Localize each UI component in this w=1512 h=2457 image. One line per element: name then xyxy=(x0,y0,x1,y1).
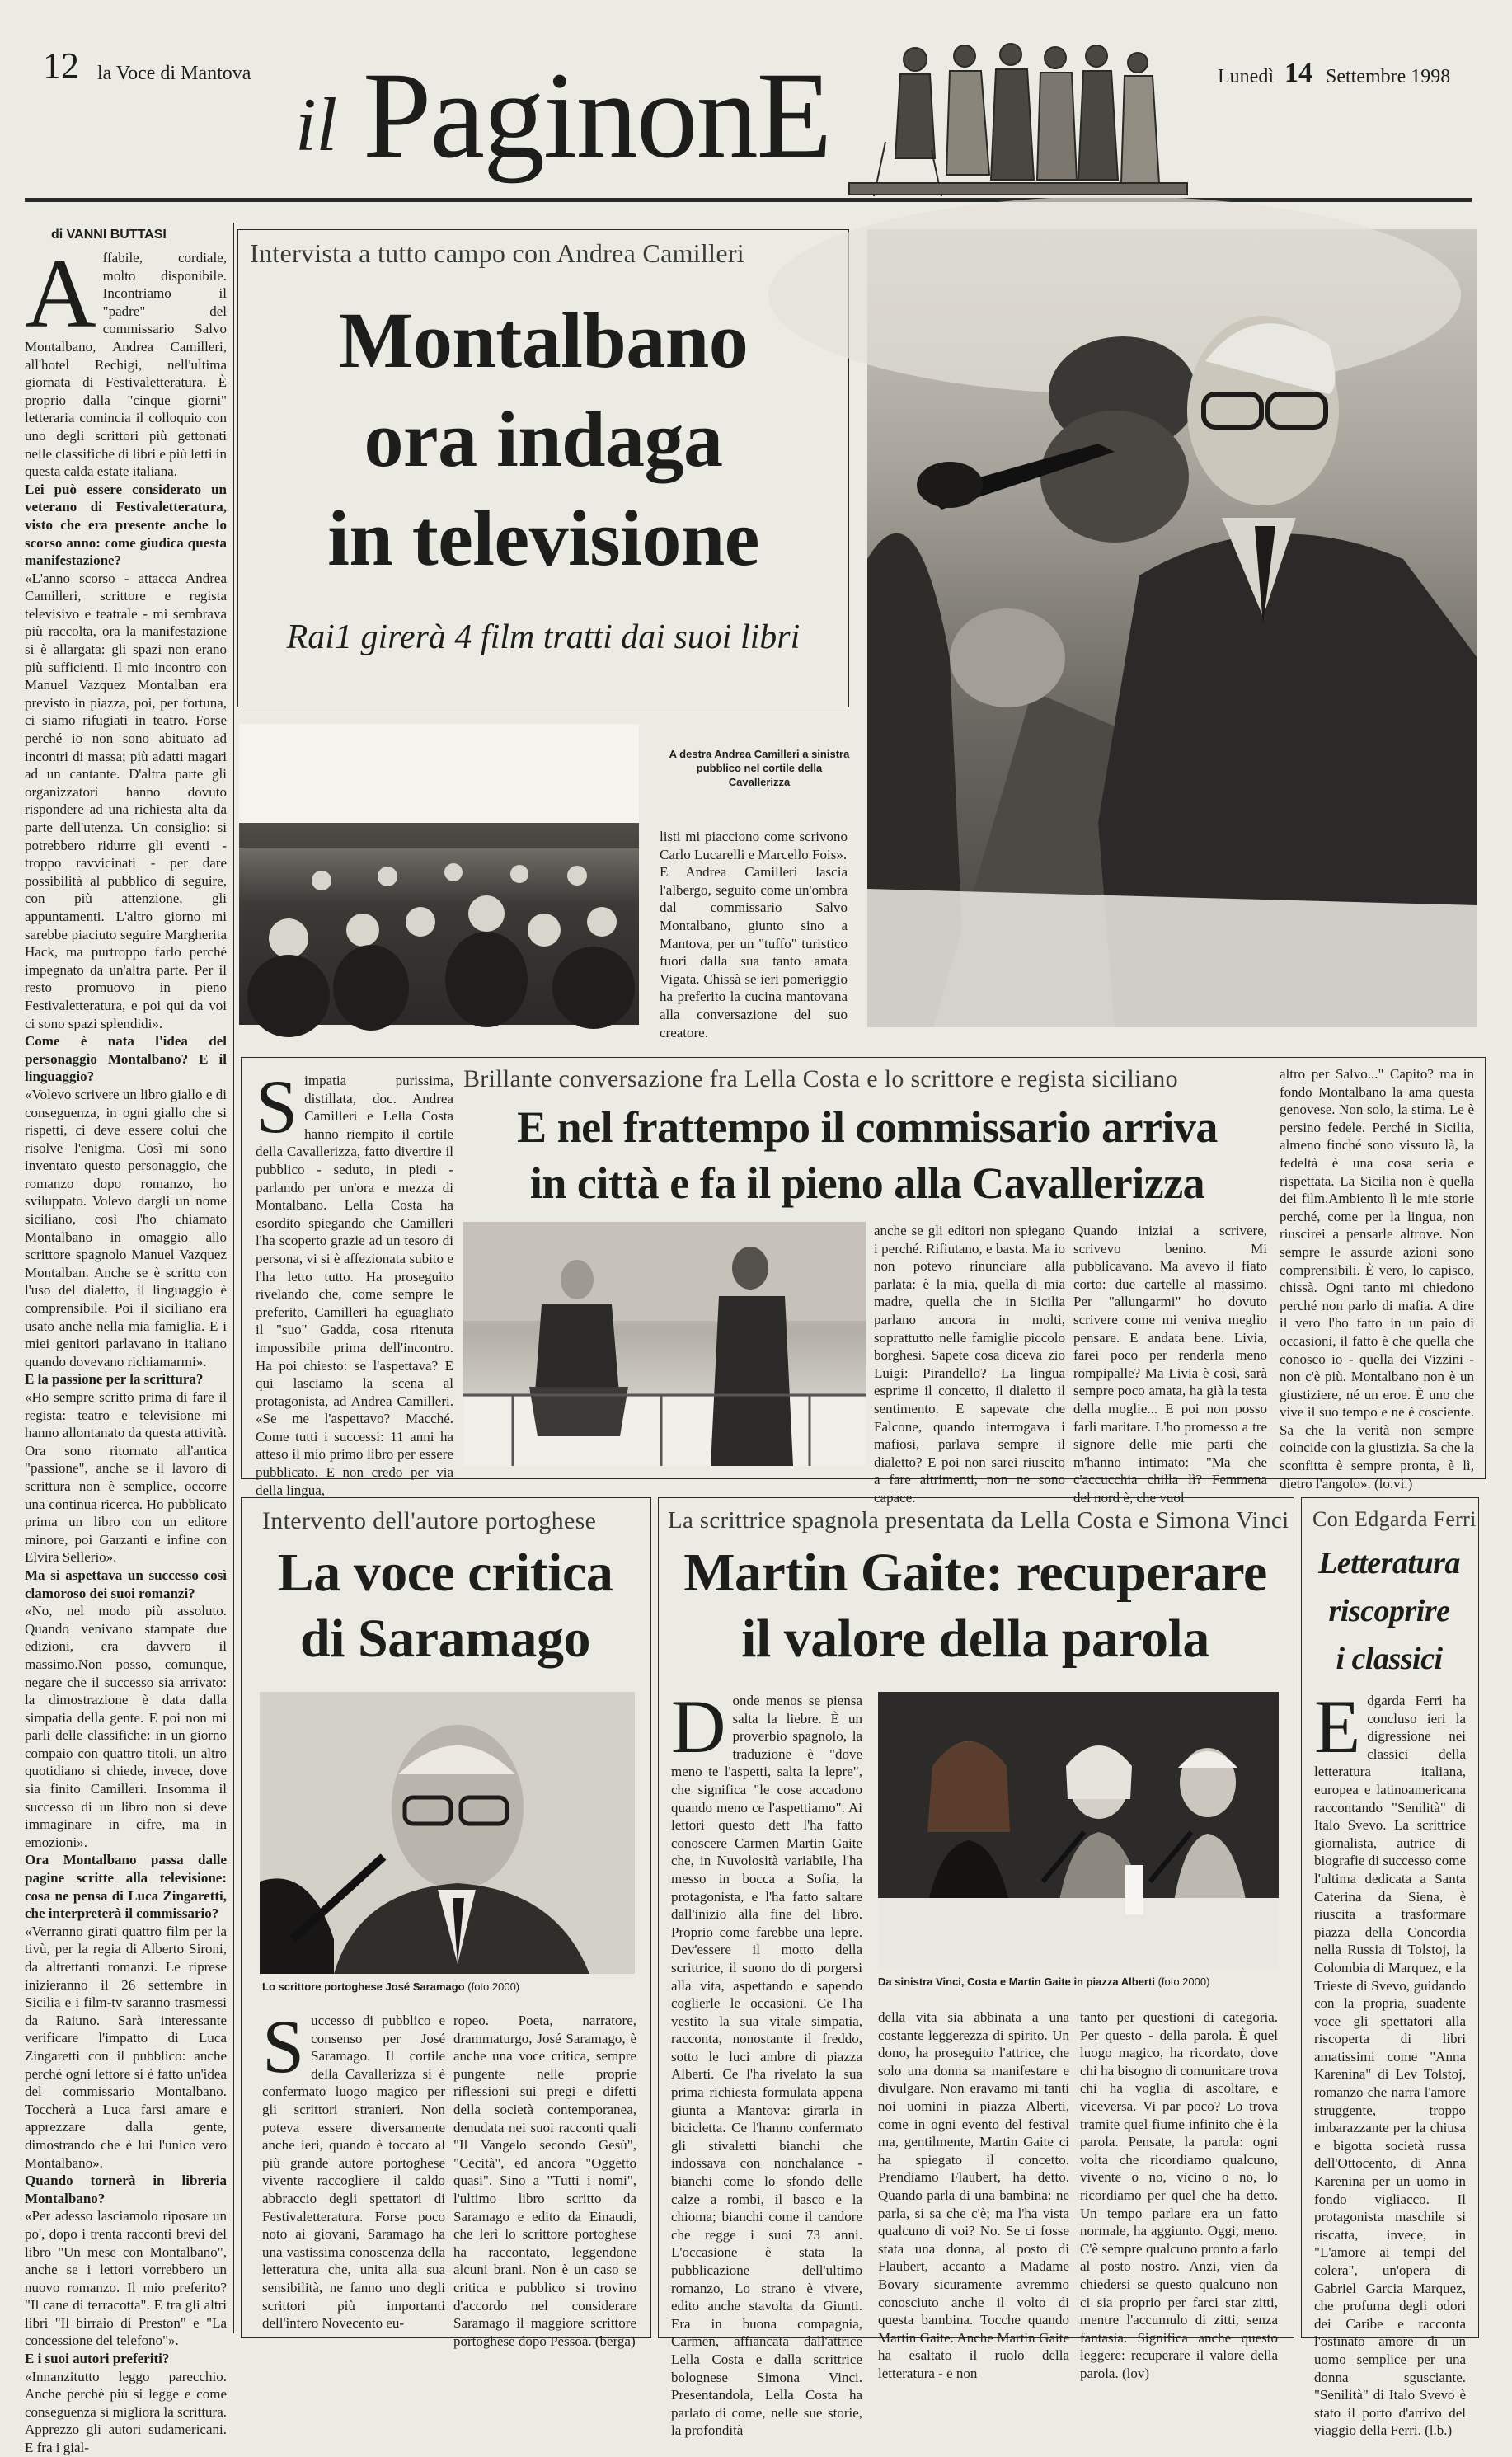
saramago-headline-line-2: di Saramago xyxy=(299,1609,591,1669)
interview-question: Lei può essere considerato un veterano di Festivaletteratura, visto che era presente anche lo scorso anno: come giudica questa manifestazione? xyxy=(25,481,227,569)
saramago-col1-text: uccesso di pubblico e consenso per José Saramago. Il cortile della Cavallerizza si è confermato luogo magico per gli scrittori stranieri. Non poteva essere diversamente anche ieri, quando è toccato al più grande autore portoghese vivente raccogliere il caldo abbraccio degli spettatori di Festivaletteratura. Forse poco noto ai giovani, Saramago ha una vastissima conoscenza della letteratura che, unita alla sua sensibilità, ne fanno uno degli scrittori più importanti dell'intero Novecento eu- xyxy=(262,2013,445,2332)
interview-paragraph: «Per adesso lasciamolo riposare un po', dopo i trenta racconti brevi del libro "Un mese con Montalbano", anche se i lettori vorrebbero un nuovo romanzo. Il mio preferito? "Il cane di terracotta". E tra gli altri libri "Il birraio di Preston" e "La concessione del telefono"». xyxy=(25,2208,227,2349)
three-women-illustration xyxy=(878,1692,1279,1969)
fresco-figures-illustration xyxy=(849,35,1187,200)
saramago-column-1 xyxy=(262,2004,445,2332)
saramago-kicker: Intervento dell'autore portoghese xyxy=(262,1507,597,1534)
saramago-column-2: ropeo. Poeta, narratore, drammaturgo, José Saramago, è anche una voce critica, sempre pungente nelle proprie riflessioni sui pregi e difetti della società contemporanea, denudata nei suoi racconti quali "Il Vangelo secondo Gesù", "Cecità", ed ancora "Oggetto quasi". Sino a "Tutti i nomi", l'ultimo libro scritto da Saramago e edito da Einaudi, che lerì lo scrittore portoghese ha raccontato, leggendone alcuni brani. Non è un caso se critica e pubblico si trovino d'accordo nel considerare Saramago il maggiore scrittore portoghese dopo Pessoa. (berga) xyxy=(453,2013,636,2349)
costa-column-1 xyxy=(256,1064,453,1498)
costa-camilleri-stage-photo xyxy=(463,1222,866,1466)
gaite-photo-caption xyxy=(878,1975,1209,1988)
interview-question: Quando tornerà in libreria Montalbano? xyxy=(25,2173,227,2206)
saramago-headline-line-1: La voce critica xyxy=(277,1543,613,1603)
stage-scene-illustration xyxy=(463,1222,866,1466)
saramago-photo-credit: (foto 2000) xyxy=(467,1980,520,1993)
camilleri-headline-line-3: in televisione xyxy=(327,494,759,582)
costa-kicker: Brillante conversazione fra Lella Costa e lo scrittore e regista siciliano xyxy=(463,1065,1178,1092)
dropcap-s: S xyxy=(262,2004,305,2088)
byline: di VANNI BUTTASI xyxy=(51,228,167,242)
gaite-kicker: La scrittrice spagnola presentata da Lella Costa e Simona Vinci xyxy=(668,1507,1289,1534)
camilleri-figure-illustration xyxy=(867,229,1477,1027)
gaite-col1-text: onde menos se piensa salta la liebre. È un proverbio spagnolo, la traduzione è "dove meno te l'aspetti, salta la lepre", che significa "le cose accadono quando meno ce l'aspettiamo". Ai lettori questo dett l'ha fatto conoscere Carmen Martin Gaite che, in Nuvolosità variabile, l'ha messo in bocca a Sofia, la protagonista, e l'ha fatto saltare dall'inizio alla fine del libro. Proprio come farebbe una lepre. Dev'essere il motto della scrittrice, il suono do di porgersi alla vita, aspettando e sapendo coglierle le occasioni. Ce l'ha vestito la sua vitale simpatia, racconta, nonostante il freddo, sotto le luci ambre di piazza Alberti. Ce l'ha rivelato la sua prima richiesta formulata appena giunta a Mantova: girarla in bicicletta. Ce l'hanno confermato gli stivaletti bianchi che indossava con nonchalance - bianchi come lo sfondo delle calze a rombi, il basco e la chioma; bianchi come il candore che regge i suoi 73 anni. L'occasione è stata la pubblicazione dell'ultimo romanzo, Lo strano è vivere, edito anche stavolta da Giunti. Era in buona compagnia, Carmen, affiancata dall'attrice Lella Costa e dalla scrittrice bolognese Simona Vinci. Presentandola, Lella Costa ha parlato di come, nelle sue storie, la profondità xyxy=(671,1693,862,2439)
costa-col1-text: impatia purissima, distillata, doc. Andrea Camilleri e Lella Costa hanno riempito il cortile della Cavallerizza, fatto divertire il pubblico - seduto, in piedi -parlando per un'ora e mezza di Montalbano. Lella Costa ha esordito spiegando che Camilleri l'ha scoperto grazie ad un tesoro di persona, vi si è affezionata subito e l'ha letto tutto. Ha proseguito rivelando che, come sempre le preferito, Camilleri ha eguagliato il "suo" Gadda, cosa ritenuta impossibile prima dell'incontro. Ha poi chiesto: se l'aspettava? E qui lasciamo la scena al protagonista, ad Andrea Camilleri. «Se me l'aspettavo? Macché. Come tutti i successi: 11 anni ha atteso il mio primo libro per essere pubblicato. E non credo per via della lingua, xyxy=(256,1073,453,1498)
dropcap-s: S xyxy=(256,1064,298,1149)
ferri-headline-line-1: Letteratura xyxy=(1318,1546,1460,1581)
camilleri-headline-line-2: ora indaga xyxy=(364,395,723,483)
interview-question: Ma si aspettava un successo così clamoroso dei suoi romanzi? xyxy=(25,1567,227,1601)
interview-paragraph: «No, nel modo più assoluto. Quando venivano stampate due edizioni, era davvero il massimo.Non posso, comunque, negare che il successo sia arrivato: la dimostrazione è data dalla simpatia della gente. E poi non mi parli delle classifiche: in un giorno compaio con quattro titoli, un altro quotidiano si chiede, invece, dove sia finito Camilleri. Insomma il successo di un libro non si deve immaginare in cifre, ma in emozioni». xyxy=(25,1603,227,1850)
saramago-caption-text: Lo scrittore portoghese José Saramago xyxy=(262,1980,465,1993)
audience-crowd-illustration xyxy=(239,724,639,1025)
camilleri-headline-line-1: Montalbano xyxy=(338,296,749,384)
page-number: 12 xyxy=(43,45,79,86)
camilleri-portrait-photo xyxy=(867,229,1477,1027)
gaite-caption-text: Da sinistra Vinci, Costa e Martin Gaite in piazza Alberti xyxy=(878,1975,1155,1988)
gaite-headline-line-2: il valore della parola xyxy=(741,1609,1209,1669)
gaite-headline-line-1: Martin Gaite: recuperare xyxy=(683,1543,1267,1603)
masthead xyxy=(25,33,1484,202)
interview-question: Ora Montalbano passa dalle pagine scritte alla televisione: cosa ne pensa di Luca Zingaretti, che interpreterà il commissario? xyxy=(25,1852,227,1922)
saramago-figure-illustration xyxy=(260,1692,635,1974)
costa-column-2: anche se gli editori non spiegano i perché. Rifiutano, e basta. Ma io non potevo rinunciare alla parlata: è la mia, quella di mia madre, quella che in Sicilia parlano ancora in molti, soprattutto nelle famiglie piccolo borghesi. Sapete cosa diceva zio Luigi: Pirandello? La lingua esprime il concetto, il dialetto il sentimento. E sapevate che Falcone, quando interrogava i mafiosi, parlava sempre il dialetto? E poi non sarei riuscito a fare altrimenti, non ne sono capace. xyxy=(874,1223,1065,1506)
ferri-column xyxy=(1314,1684,1466,2439)
dropcap-a: A xyxy=(25,238,96,348)
interview-question: Come è nata l'idea del personaggio Montalbano? E il linguaggio? xyxy=(25,1033,227,1085)
interview-paragraph: «Verranno girati quattro film per la tivù, per la regia di Alberto Sironi, da altrettanti romanzi. Le riprese inizieranno il 26 settembre in Sicilia e i film-tv saranno trasmessi da Raiuno. Sarà interessante verificare l'impatto di Luca Zingaretti con il pubblico: anche perché ogni lettore si è fatto un'idea del commissario Montalbano. Toccherà a Luca farsi amare e apprezzare dalla gente, dimostrando che è lui l'unico vero Montalbano». xyxy=(25,1923,227,2171)
camilleri-subhead: Rai1 girerà 4 film tratti dai suoi libri xyxy=(286,618,801,656)
gaite-column-3: tanto per questioni di categoria. Per questo - della parola. È quel luogo magico, ha ricordato, dove chi ha bisogno di comunicare trova chi ha voglia di ascoltare, e viceversa. Vi par poco? Lo trova tramite quel fiume infinito che è la parola. Pensate, la parola: ogni volta che ricordiamo qualcuno, vivente o no, vicino o no, lo ricordiamo per quel che ha detto. Un tempo parlare era un fatto normale, ha aggiunto. Oggi, meno. C'è sempre qualcuno pronto a farlo al posto nostro. Anzi, vien da chiedersi se questo qualcuno non ci sia proprio per farci star zitti, mentre l'accumulo di zitti, senza fantasia. Significa anche questo leggere: recuperare il valore della parola. (lov) xyxy=(1080,2009,1278,2381)
audience-photo xyxy=(239,724,639,1025)
gaite-photo-credit: (foto 2000) xyxy=(1157,1975,1210,1988)
section-il: il xyxy=(295,82,338,167)
gaite-photo xyxy=(878,1692,1279,1969)
costa-headline-line-1: E nel frattempo il commissario arriva xyxy=(517,1102,1218,1152)
interview-paragraph: «Volevo scrivere un libro giallo e di conseguenza, in ogni giallo che si rispetti, ci deve essere colui che risolve l'enigma. Così mi sono inventato questo personaggio, che romanzo dopo romanzo, ho sviluppato. Volevo dargli un nome siciliano, così l'ho chiamato Montalbano in omaggio allo scrittore spagnolo Manuel Vazquez Montalban. Anche se è scritto con l'uso del dialetto, il linguaggio è comprensibile. Poi il siciliano era usato anche nella mia famiglia. E i miei genitori parlavano in italiano quando dovevano richiamarmi». xyxy=(25,1086,227,1369)
camilleri-continuation-column: listi mi piacciono come scrivono Carlo Lucarelli e Marcello Fois». E Andrea Camilleri lascia l'albergo, seguito come un'ombra dal commissario Salvo Montalbano, giunto sino a Mantova, per un "tuffo" turistico fuori dalla sua tanto amata Vigata. Chissà se ieri pomeriggio ha preferito la cucina mantovana alla conversazione del suo creatore. xyxy=(660,829,848,1041)
camilleri-photo-caption: A destra Andrea Camilleri a sinistra pubblico nel cortile della Cavallerizza xyxy=(669,748,850,788)
date-month-year: Settembre 1998 xyxy=(1326,66,1451,87)
ferri-kicker: Con Edgarda Ferri xyxy=(1312,1507,1477,1531)
interview-paragraph: «Innanzitutto leggo parecchio. Anche perché più si legge e come conseguenza si migliora la scrittura. Apprezzo gli autori sudamericani. E fra i gial- xyxy=(25,2368,227,2456)
masthead-rule xyxy=(25,198,1472,202)
interview-paragraph: ffabile, cordiale, molto disponibile. Incontriamo il "padre" del commissario Salvo Montalbano, Andrea Camilleri, all'hotel Rechigi, nell'ultima giornata di Festivaletteratura. È proprio dalla "cinque giorni" letteraria comincia il colloquio con uno degli scrittori più gettonati nelle classifiche di libri e più letti in questa calda estate italiana. xyxy=(25,250,228,480)
costa-column-4: altro per Salvo..." Capito? ma in fondo Montalbano la ama questa genovese. Non solo, la stima. Le è persino fedele. Perché in Sicilia, almeno finché sono vissuto là, la fedeltà è una cosa seria e rispettata. La Sicilia non è quella dei film.Ambiento lì le mie storie perché, come per la lingua, non riuscirei a pensarle altrove. Non sempre le assurde azioni sono comprensibili. È vero, lo capisco, chissà. Ogni tanto mi chiedono perché non parlo di mafia. A dire il vero l'ho fatto in un paio di occasioni, il fatto è che quella che conosco io - quella dei Vizzini - non c'è più. Montalbano non è un giustiziere, né un eroe. È uno che vive il suo tempo e ne è cosciente. Sa che la verità non sempre coincide con la giustizia. Sa che la sconfitta è sempre pronta, è lì, dietro l'angolo». (lo.vi.) xyxy=(1280,1066,1474,1492)
dropcap-d: D xyxy=(671,1684,726,1769)
newspaper-name: la Voce di Mantova xyxy=(97,63,251,84)
section-title: PaginonE xyxy=(363,47,831,184)
ferri-col1-text: dgarda Ferri ha concluso ieri la digressione nei classici della letteratura italiana, europea e latinoamericana raccontando "Senilità" di Italo Svevo. La scrittrice giornalista, autrice di biografie di successo come l'ultima dedicata a Santa Caterina da Siena, è riuscita a trasformare piazza della Concordia nella Russia di Tolstoj, la Colombia di Marquez, e la Trieste di Svevo, guidando con la propria, suadente voce gli spettatori alla riscoperta di libri amatissimi come "Anna Karenina" di Lev Tolstoj, romanzo che narra l'amore struggente, troppo imbarazzante per la chiusa e bigotta società russa dell'Ottocento, di Anna Karenina per un uomo in fondo vigliacco. Il protagonista maschile si riscatta, invece, in "L'amore ai tempi del colera", un'opera di Gabriel Garcia Marquez, che profuma degli odori dei Caribe e racconta l'ostinato amore di un uomo semplice per una donna sgusciante. "Senilità" di Italo Svevo è stato il porto d'arrivo del viaggio della Ferri. (l.b.) xyxy=(1314,1693,1466,2439)
ferri-headline-line-2: riscoprire xyxy=(1328,1594,1450,1628)
date-number: 14 xyxy=(1284,58,1312,88)
date-day: Lunedì xyxy=(1218,66,1274,87)
dropcap-e: E xyxy=(1314,1684,1361,1769)
camilleri-kicker: Intervista a tutto campo con Andrea Camilleri xyxy=(250,238,744,268)
gaite-column-2: della vita sia abbinata a una costante leggerezza di spirito. Un dono, ha proseguito l'attrice, che solo una donna sa manifestare e divulgare. Non eravamo mi tanti noi uomini in piazza Alberti, come in ogni evento del festival ma, gentilmente, Martin Gaite ci ha spiegato il concetto. Prendiamo Flaubert, ha detto. Quando parla di una bambina: ne parla, si sa che c'è; ma l'ha vista qualcuno di voi? No. Se ci fosse stata una donna, al posto di Flaubert, accanto a Madame Bovary sicuramente avremmo conosciuto anche il volto di questa bambina. Tocche quando Martin Gaite. Anche Martin Gaite ha esaltato il ruolo della letteratura - e non xyxy=(878,2009,1069,2381)
interview-paragraph: «L'anno scorso - attacca Andrea Camilleri, scrittore e regista televisivo e teatrale - mi sembrava più raccolta, ora la manifestazione si è allargata: gli spazi non erano più sufficienti. Il mio incontro con Manuel Vazquez Montalban era previsto in piazza, poi, per fortuna, ci siamo rifugiati in teatro. Forse perché io non sono abituato ad incontri di massa; più adatti magari ad un cantante. D'altra parte gli organizzatori hanno dovuto rispondere ad una richiesta alta da parte dell'utenza. Un consiglio: si potrebbero ridurre gli eventi - troppo ravvicinati - per dare possibilità al pubblico di seguire, con più attenzione, gli appuntamenti. L'altro giorno mi sarebbe piaciuto seguire Margherita Hack, ma purtroppo farlo perché impegnato da un'altra parte. Per il resto promuovo in pieno Festivaletteratura, e poi qui da voi ci sono spazi splendidi». xyxy=(25,570,227,1031)
camilleri-headline-box xyxy=(237,229,849,707)
camilleri-interview-column xyxy=(25,238,228,2456)
saramago-photo xyxy=(260,1692,635,1974)
interview-paragraph: «Ho sempre scritto prima di fare il regista: teatro e televisione mi hanno allontanato da questa attività. Ora sono ritornato all'antica "passione", anche se il lavoro di scrittura non è semplice, occorre una continua ricerca. Ho pubblicato prima un libro con un editore minore, poi Garzanti e infine con Elvira Sellerio». xyxy=(25,1389,228,1566)
interview-question: E la passione per la scrittura? xyxy=(25,1371,204,1388)
costa-headline-line-2: in città e fa il pieno alla Cavallerizza xyxy=(529,1158,1205,1208)
column-divider xyxy=(233,223,234,2333)
interview-question: E i suoi autori preferiti? xyxy=(25,2351,170,2367)
gaite-column-1 xyxy=(671,1684,862,2439)
costa-column-3: Quando iniziai a scrivere, scrivevo benino. Mi pubblicavano. Ma avevo il fiato corto: due cartelle al massimo. Per "allungarmi" ho dovuto scrivere come mi veniva meglio pensare. E andata bene. Livia, farei poco per renderla meno rompipalle? Ma Livia è così, sarà sempre poco amata, ha già la testa della moglie... E poi non posso farli maritare. L'ho promesso a tre signore delle mie parti che m'hanno intimato: "Ma che c'accucchia chilla lì? Femmena del nord è, che vuol xyxy=(1073,1223,1267,1506)
saramago-photo-caption xyxy=(262,1980,519,1993)
ferri-headline-line-3: i classici xyxy=(1336,1642,1443,1676)
